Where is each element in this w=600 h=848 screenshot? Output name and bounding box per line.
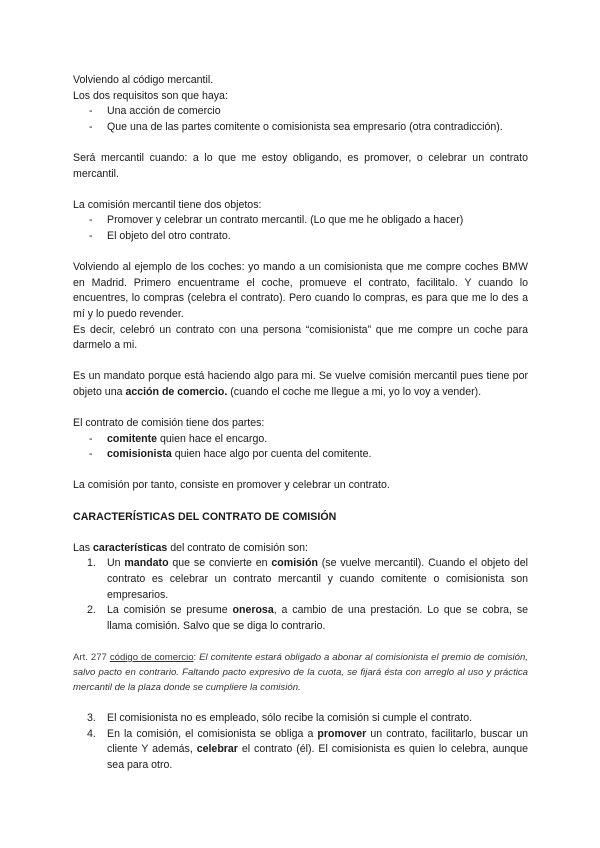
- section-heading: CARACTERÍSTICAS DEL CONTRATO DE COMISIÓN: [73, 510, 337, 523]
- list-item: - Que una de las partes comitente o comisionista sea empresario (otra contradicción).: [89, 120, 503, 133]
- partes-lead: El contrato de comisión tiene dos partes:: [73, 417, 265, 430]
- list-item: 1. Un mandato que se convierte en comisión (se vuelve mercantil). Cuando el objeto del contrato es celebrar un contrato mercantil y cuando comitente o comisionista son empresarios.: [87, 557, 528, 601]
- caracteristicas-list: [73, 556, 528, 634]
- paragraph-por-tanto: La comisión por tanto, consiste en promover y celebrar un contrato.: [73, 479, 390, 492]
- list-item: - comitente quien hace el encargo.: [89, 432, 268, 445]
- code-reference: código de comercio: [109, 651, 194, 663]
- intro-line-2: Los dos requisitos son que haya:: [73, 89, 228, 102]
- list-item: - Promover y celebrar un contrato mercantil. (Lo que me he obligado a hacer): [89, 214, 464, 227]
- objetos-lead: La comisión mercantil tiene dos objetos:: [73, 198, 262, 211]
- caracteristicas-list-continued: [73, 711, 528, 773]
- document-page: [73, 73, 528, 774]
- paragraph-mandato: Es un mandato porque está haciendo algo para mi. Se vuelve comisión mercantil pues tiene por objeto una acción de comercio. (cuando el coche me llegue a mi, yo lo voy a vender).: [73, 370, 528, 398]
- list-item: - comisionista quien hace algo por cuenta del comitente.: [89, 448, 372, 461]
- caracteristicas-lead: Las características del contrato de comisión son:: [73, 541, 308, 554]
- paragraph-es-decir: Es decir, celebró un contrato con una persona “comisionista” que me compre un coche para darmelo a mi.: [73, 323, 528, 352]
- requisitos-list: [73, 104, 528, 135]
- paragraph-mercantil: Será mercantil cuando: a lo que me estoy obligando, es promover, o celebrar un contrato mercantil.: [73, 151, 528, 180]
- intro-line-1: Volviendo al código mercantil.: [73, 74, 214, 86]
- list-item: 3. El comisionista no es empleado, sólo recibe la comisión si cumple el contrato.: [87, 712, 473, 725]
- list-item: 4. En la comisión, el comisionista se obliga a promover un contrato, facilitarlo, buscar un cliente Y además, celebrar el contrato (él). El comisionista es quien lo celebra, aunque sea para otro.: [87, 727, 528, 771]
- list-item: - Una acción de comercio: [89, 105, 221, 118]
- objetos-list: [73, 213, 528, 244]
- paragraph-coches: Volviendo al ejemplo de los coches: yo mando a un comisionista que me compre coches BMW en Madrid. Primero encuentrame el coche, promueve el contrato, facilitalo. Y cuando lo encuentres, lo compras (celebra el contrato). Pero cuando lo compras, es para que me lo des a mí y lo puedo revender.: [73, 261, 528, 320]
- list-item: 2. La comisión se presume onerosa, a cambio de una prestación. Lo que se cobra, se llama comisión. Salvo que se diga lo contrario.: [87, 604, 529, 632]
- article-citation: Art. 277 código de comercio: El comitente estará obligado a abonar al comisionista el premio de comisión, salvo pacto en contrario. Faltando pacto expresivo de la cuota, se fijará ésta con arreglo al uso y práctica mercantil de la plaza donde se cumpliere la comisión.: [73, 651, 528, 694]
- partes-list: [73, 432, 528, 463]
- list-item: - El objeto del otro contrato.: [89, 229, 231, 242]
